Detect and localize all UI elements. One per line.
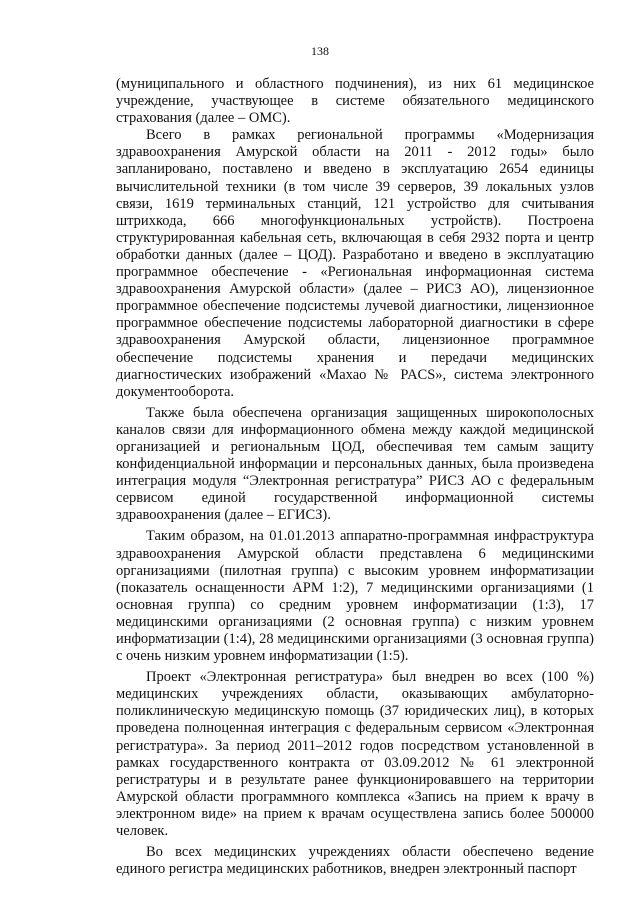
page-body bbox=[116, 76, 594, 878]
paragraph-5: Проект «Электронная регистратура» был внедрен во всех (100 %) медицинских учреждениях области, оказывающих амбулаторно-поликлиническую медицинскую помощь (37 юридических лиц), в которых проведена полноценная интеграция с федеральным сервисом «Электронная регистратура». За период 2011–2012 годов посредством установленной в рамках государственного контракта от 03.09.2012 № 61 электронной регистратуры и в результате ранее функционировавшего на территории Амурской области программного комплекса «Запись на прием к врачу в электронном виде» на прием к врачам осуществлена запись более 500000 человек. bbox=[116, 669, 594, 840]
paragraph-6: Во всех медицинских учреждениях области обеспечено ведение единого регистра медицинских работников, внедрен электронный паспорт bbox=[116, 844, 594, 878]
paragraph-3: Также была обеспечена организация защищенных широкополосных каналов связи для информационного обмена между каждой медицинской организацией и региональным ЦОД, обеспечивая тем самым защиту конфиденциальной информации и персональных данных, была произведена интеграция модуля “Электронная регистратура” РИСЗ АО с федеральным сервисом единой государственной информационной системы здравоохранения (далее – ЕГИСЗ). bbox=[116, 404, 594, 524]
page-number: 138 bbox=[311, 44, 329, 58]
paragraph-2: Всего в рамках региональной программы «Модернизация здравоохранения Амурской области на 2011 - 2012 годы» было запланировано, поставлено и введено в эксплуатацию 2654 единицы вычислительной техники (в том числе 39 серверов, 39 локальных узлов связи, 1619 терминальных станций, 121 устройство для считывания штрихкода, 666 многофункциональных устройств). Построена структурированная кабельная сеть, включающая в себя 2932 порта и центр обработки данных (далее – ЦОД). Разработано и введено в эксплуатацию программное обеспечение - «Региональная информационная система здравоохранения Амурской области» (далее – РИСЗ АО), лицензионное программное обеспечение подсистемы лучевой диагностики, лицензионное программное обеспечение подсистемы лабораторной диагностики в сфере здравоохранения Амурской области, лицензионное программное обеспечение подсистемы хранения и передачи медицинских диагностических изображений «Махао № PACS», система электронного документооборота. bbox=[116, 127, 594, 400]
paragraph-1: (муниципального и областного подчинения), из них 61 медицинское учреждение, участвующее в системе обязательного медицинского страхования (далее – ОМС). bbox=[116, 76, 594, 127]
paragraph-4: Таким образом, на 01.01.2013 аппаратно-программная инфраструктура здравоохранения Амурской области представлена 6 медицинскими организациями (пилотная группа) с высоким уровнем информатизации (показатель оснащенности АРМ 1:2), 7 медицинскими организациями (1 основная группа) со средним уровнем информатизации (1:3), 17 медицинскими организациями (2 основная группа) с низким уровнем информатизации (1:4), 28 медицинскими организациями (3 основная группа) с очень низким уровнем информатизации (1:5). bbox=[116, 528, 594, 665]
